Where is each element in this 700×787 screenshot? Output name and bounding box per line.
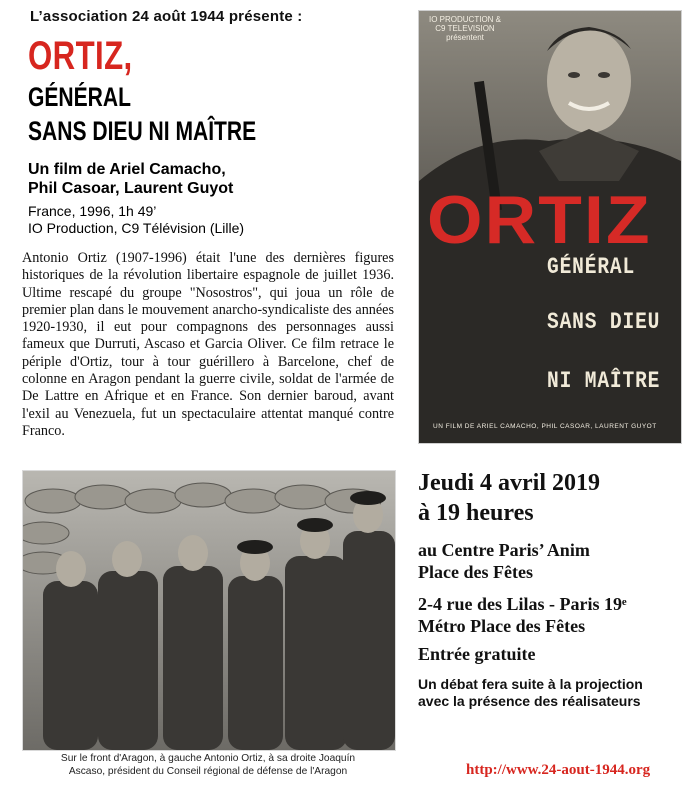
poster-subtitle-1: GÉNÉRAL — [547, 254, 636, 280]
event-time: à 19 heures — [418, 500, 534, 526]
credits-line-1: Un film de Ariel Camacho, — [28, 161, 226, 178]
film-poster-image — [418, 10, 682, 444]
credits-line-2: Phil Casoar, Laurent Guyot — [28, 180, 234, 197]
entry-fee: Entrée gratuite — [418, 644, 536, 664]
film-title-line-3: SANS DIEU NI MAÎTRE — [28, 116, 257, 146]
film-meta — [28, 203, 244, 237]
event-date: Jeudi 4 avril 2019 — [418, 470, 601, 496]
venue-name: au Centre Paris’ Anim — [418, 540, 590, 560]
poster-subtitle-3: NI MAÎTRE — [547, 368, 661, 394]
debate-line-1: Un débat fera suite à la projection — [418, 676, 643, 692]
meta-line-1: France, 1996, 1h 49’ — [28, 203, 157, 219]
venue-place: Place des Fêtes — [418, 562, 533, 582]
photo-caption — [22, 752, 394, 778]
photo-artwork — [23, 471, 395, 750]
poster-title: ORTIZ — [427, 182, 652, 258]
poster-subtitle-2: SANS DIEU — [547, 309, 661, 335]
website-link[interactable]: http://www.24-aout-1944.org — [466, 762, 651, 778]
debate-note — [418, 676, 643, 710]
film-title-red: ORTIZ, — [28, 34, 133, 78]
film-credits — [28, 160, 233, 198]
poster-production-credit: IO PRODUCTION & C9 TELEVISION présentent — [429, 15, 502, 42]
historical-photo — [22, 470, 396, 751]
venue-metro: Métro Place des Fêtes — [418, 616, 586, 636]
meta-line-2: IO Production, C9 Télévision (Lille) — [28, 220, 245, 236]
synopsis-paragraph: Antonio Ortiz (1907-1996) était l'une des dernières figures historiques de la révolution libertaire espagnole de juillet 1936. Ultime rescapé du groupe "Nosostros", qui joua un rôle de premier plan dans le mouvement anarcho-syndicaliste des années 1920-1930, il eut pour compagnons des personnages aussi fameux que Durruti, Ascaso et Garcia Oliver. Ce film retrace le périple d'Ortiz, tour à tour guérillero à Barcelone, chef de colonne en Aragon pendant la guerre civile, soldat de l'armée de De Lattre en Afrique et en France. Son dernier baroud, avant l'exil au Venezuela, fut un spectaculaire attentat manqué contre Franco. — [22, 250, 394, 439]
venue-address: 2-4 rue des Lilas - Paris 19ᵉ — [418, 594, 627, 614]
caption-line-2: Ascaso, président du Conseil régional de défense de l'Aragon — [68, 766, 348, 777]
film-title-line-2: GÉNÉRAL — [28, 82, 131, 112]
presenter-line: L’association 24 août 1944 présente : — [30, 8, 303, 25]
debate-line-2: avec la présence des réalisateurs — [418, 693, 641, 709]
caption-line-1: Sur le front d'Aragon, à gauche Antonio Ortiz, à sa droite Joaquín — [60, 753, 356, 764]
poster-director-credit: UN FILM DE ARIEL CAMACHO, PHIL CASOAR, LAURENT GUYOT — [433, 423, 657, 430]
